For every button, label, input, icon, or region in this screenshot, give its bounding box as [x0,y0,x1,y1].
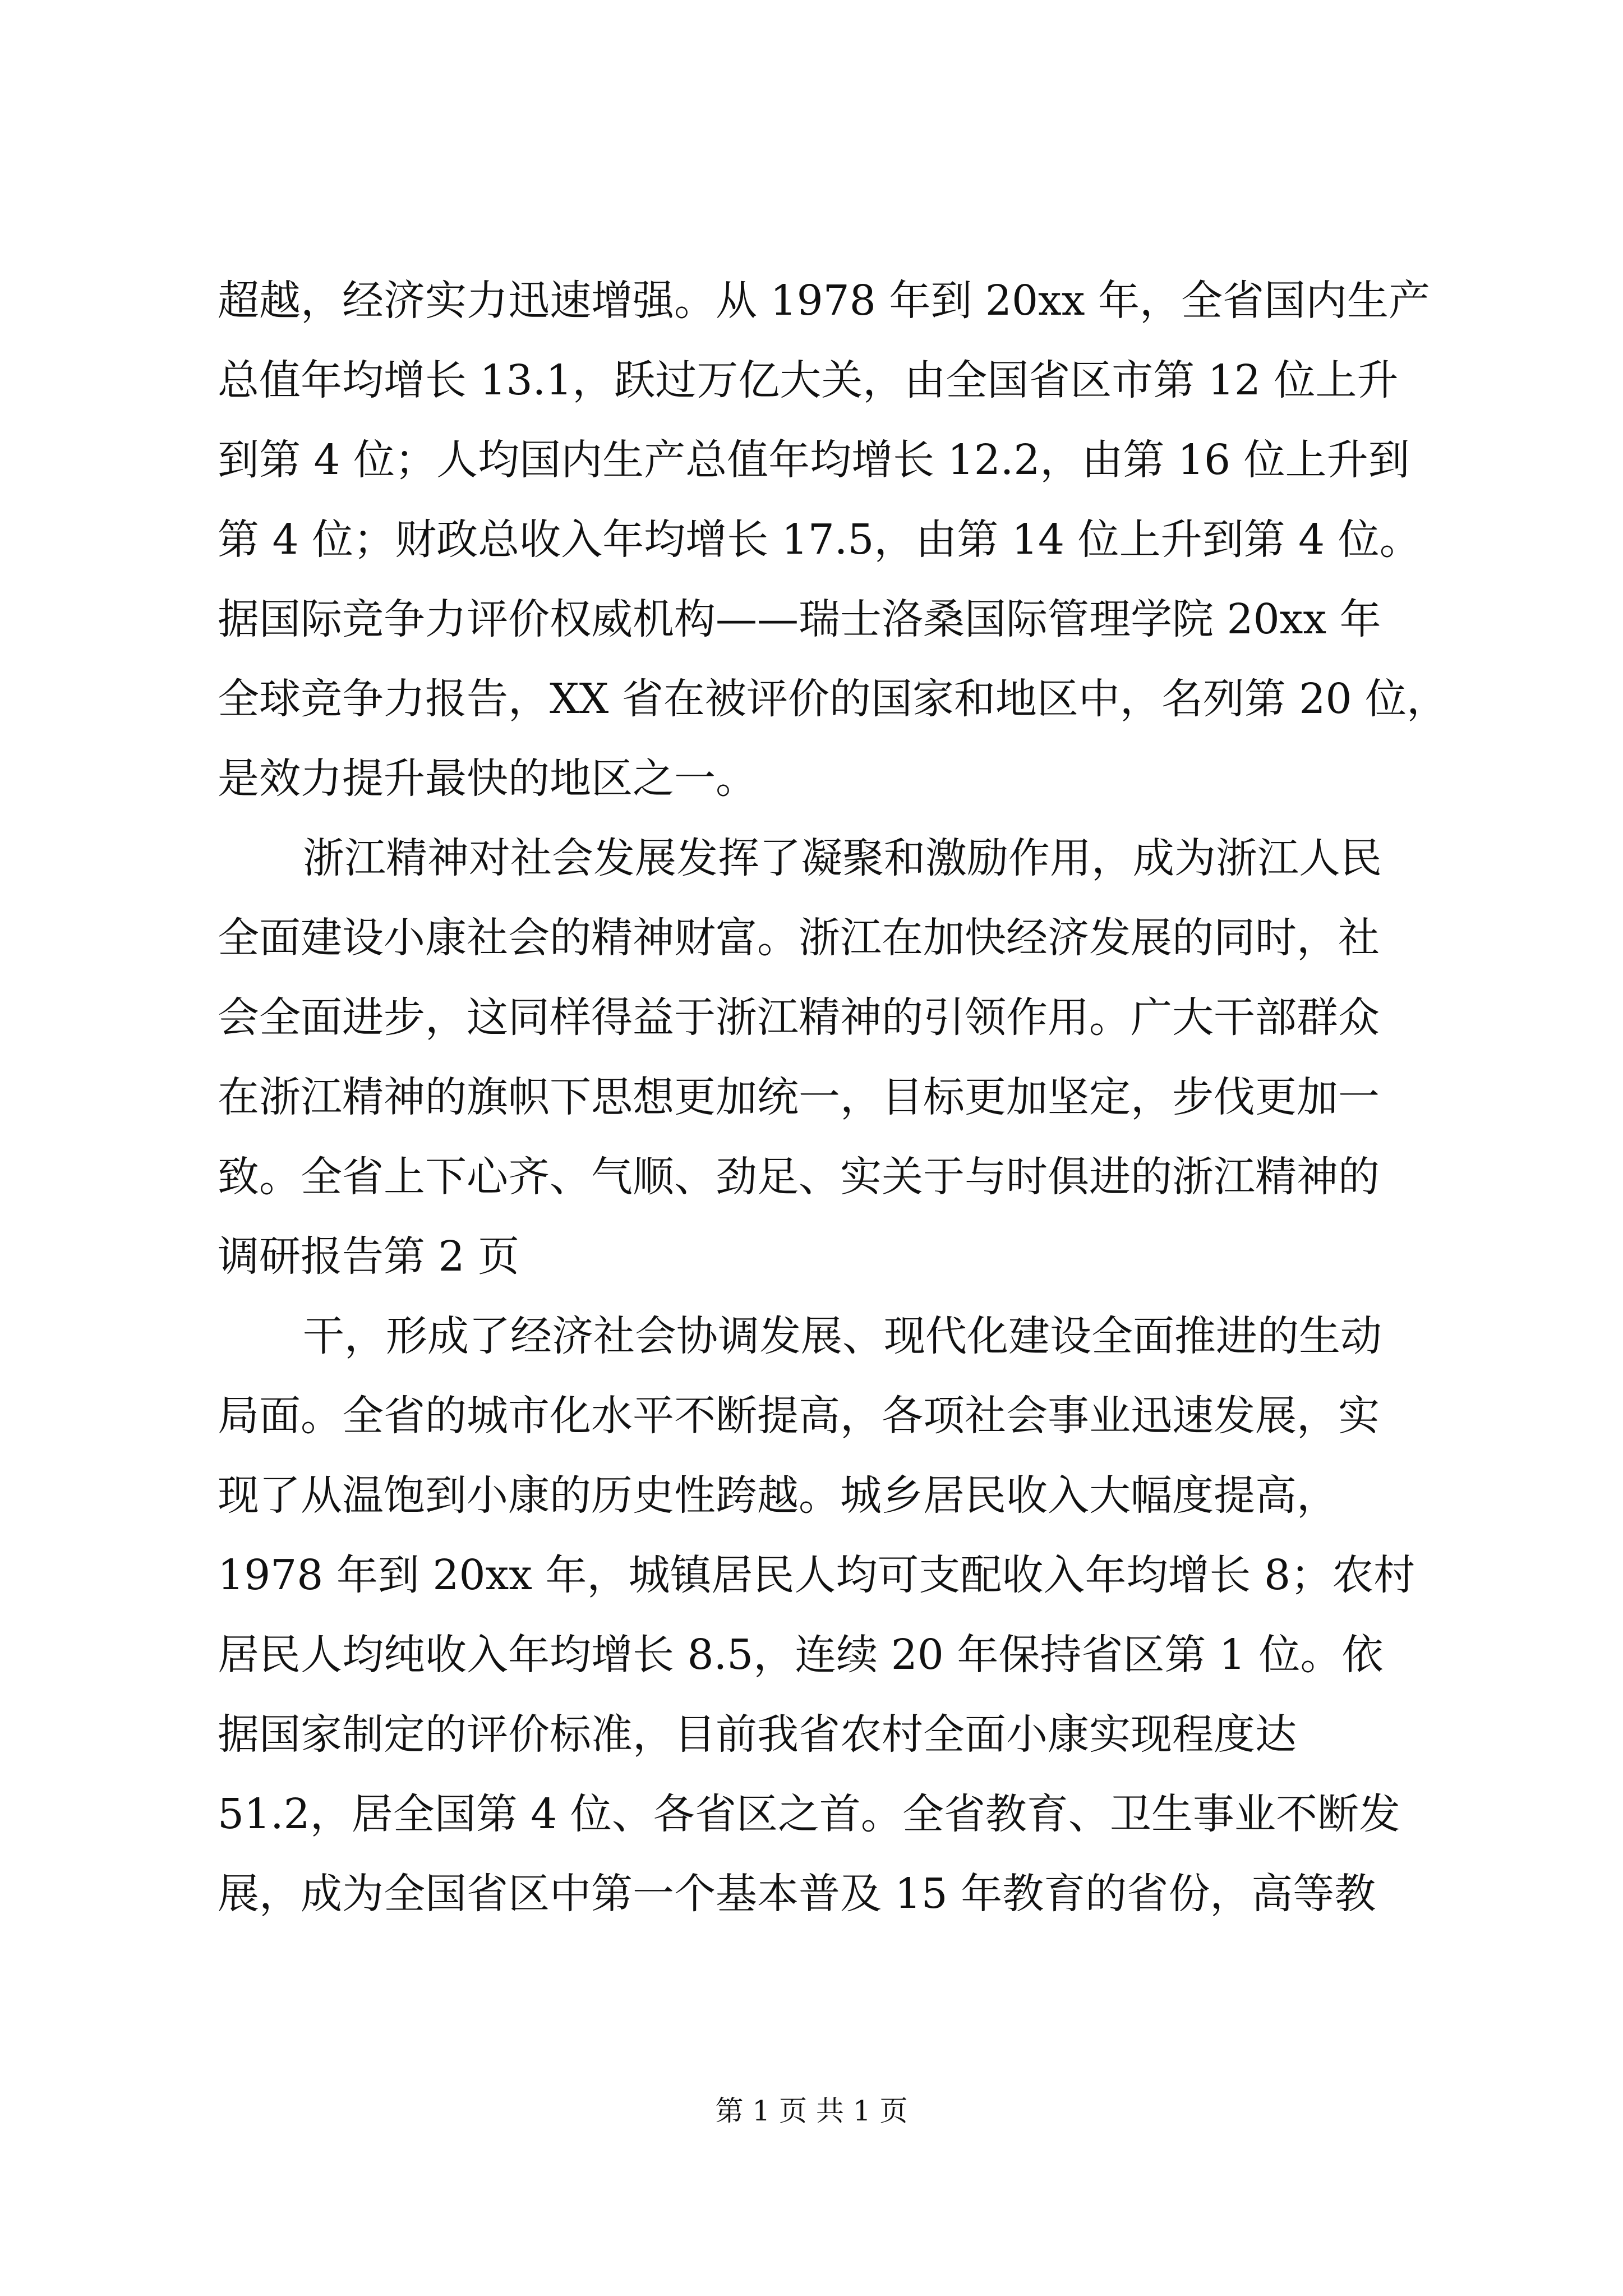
text-line: 超越，经济实力迅速增强。从 1978 年到 20xx 年，全省国内生产 [218,277,1431,325]
text-line: 据国家制定的评价标准，目前我省农村全面小康实现程度达 [218,1710,1297,1759]
text-line: 浙江精神对社会发展发挥了凝聚和激励作用，成为浙江人民 [303,834,1382,882]
text-line: 致。全省上下心齐、气顺、劲足、实关于与时俱进的浙江精神的 [218,1153,1380,1201]
text-line: 展，成为全国省区中第一个基本普及 15 年教育的省份，高等教 [218,1870,1376,1918]
text-line: 总值年均增长 13.1，跃过万亿大关，由全国省区市第 12 位上升 [218,356,1399,404]
text-line: 全面建设小康社会的精神财富。浙江在加快经济发展的同时，社 [218,914,1380,962]
text-line: 1978 年到 20xx 年，城镇居民人均可支配收入年均增长 8；农村 [218,1551,1415,1599]
text-line: 局面。全省的城市化水平不断提高，各项社会事业迅速发展，实 [218,1392,1380,1440]
document-body [218,261,1449,1934]
text-line: 居民人均纯收入年均增长 8.5，连续 20 年保持省区第 1 位。依 [218,1631,1384,1679]
text-line: 调研报告第 2 页 [218,1232,520,1281]
text-line: 到第 4 位；人均国内生产总值年均增长 12.2，由第 16 位上升到 [218,436,1410,484]
text-line: 会全面进步，这同样得益于浙江精神的引领作用。广大干部群众 [218,993,1380,1042]
text-line: 在浙江精神的旗帜下思想更加统一，目标更加坚定，步伐更加一 [218,1073,1380,1121]
text-line: 现了从温饱到小康的历史性跨越。城乡居民收入大幅度提高， [218,1471,1338,1520]
text-line: 全球竞争力报告，XX 省在被评价的国家和地区中，名列第 20 位， [218,675,1449,723]
text-line: 据国际竞争力评价权威机构——瑞士洛桑国际管理学院 20xx 年 [218,595,1381,643]
text-line: 51.2，居全国第 4 位、各省区之首。全省教育、卫生事业不断发 [218,1790,1400,1838]
text-line: 干，形成了经济社会协调发展、现代化建设全面推进的生动 [303,1312,1382,1360]
page-footer: 第 1 页 共 1 页 [715,2095,908,2127]
text-line: 第 4 位；财政总收入年均增长 17.5，由第 14 位上升到第 4 位。 [218,516,1421,564]
text-line: 是效力提升最快的地区之一。 [218,754,757,803]
